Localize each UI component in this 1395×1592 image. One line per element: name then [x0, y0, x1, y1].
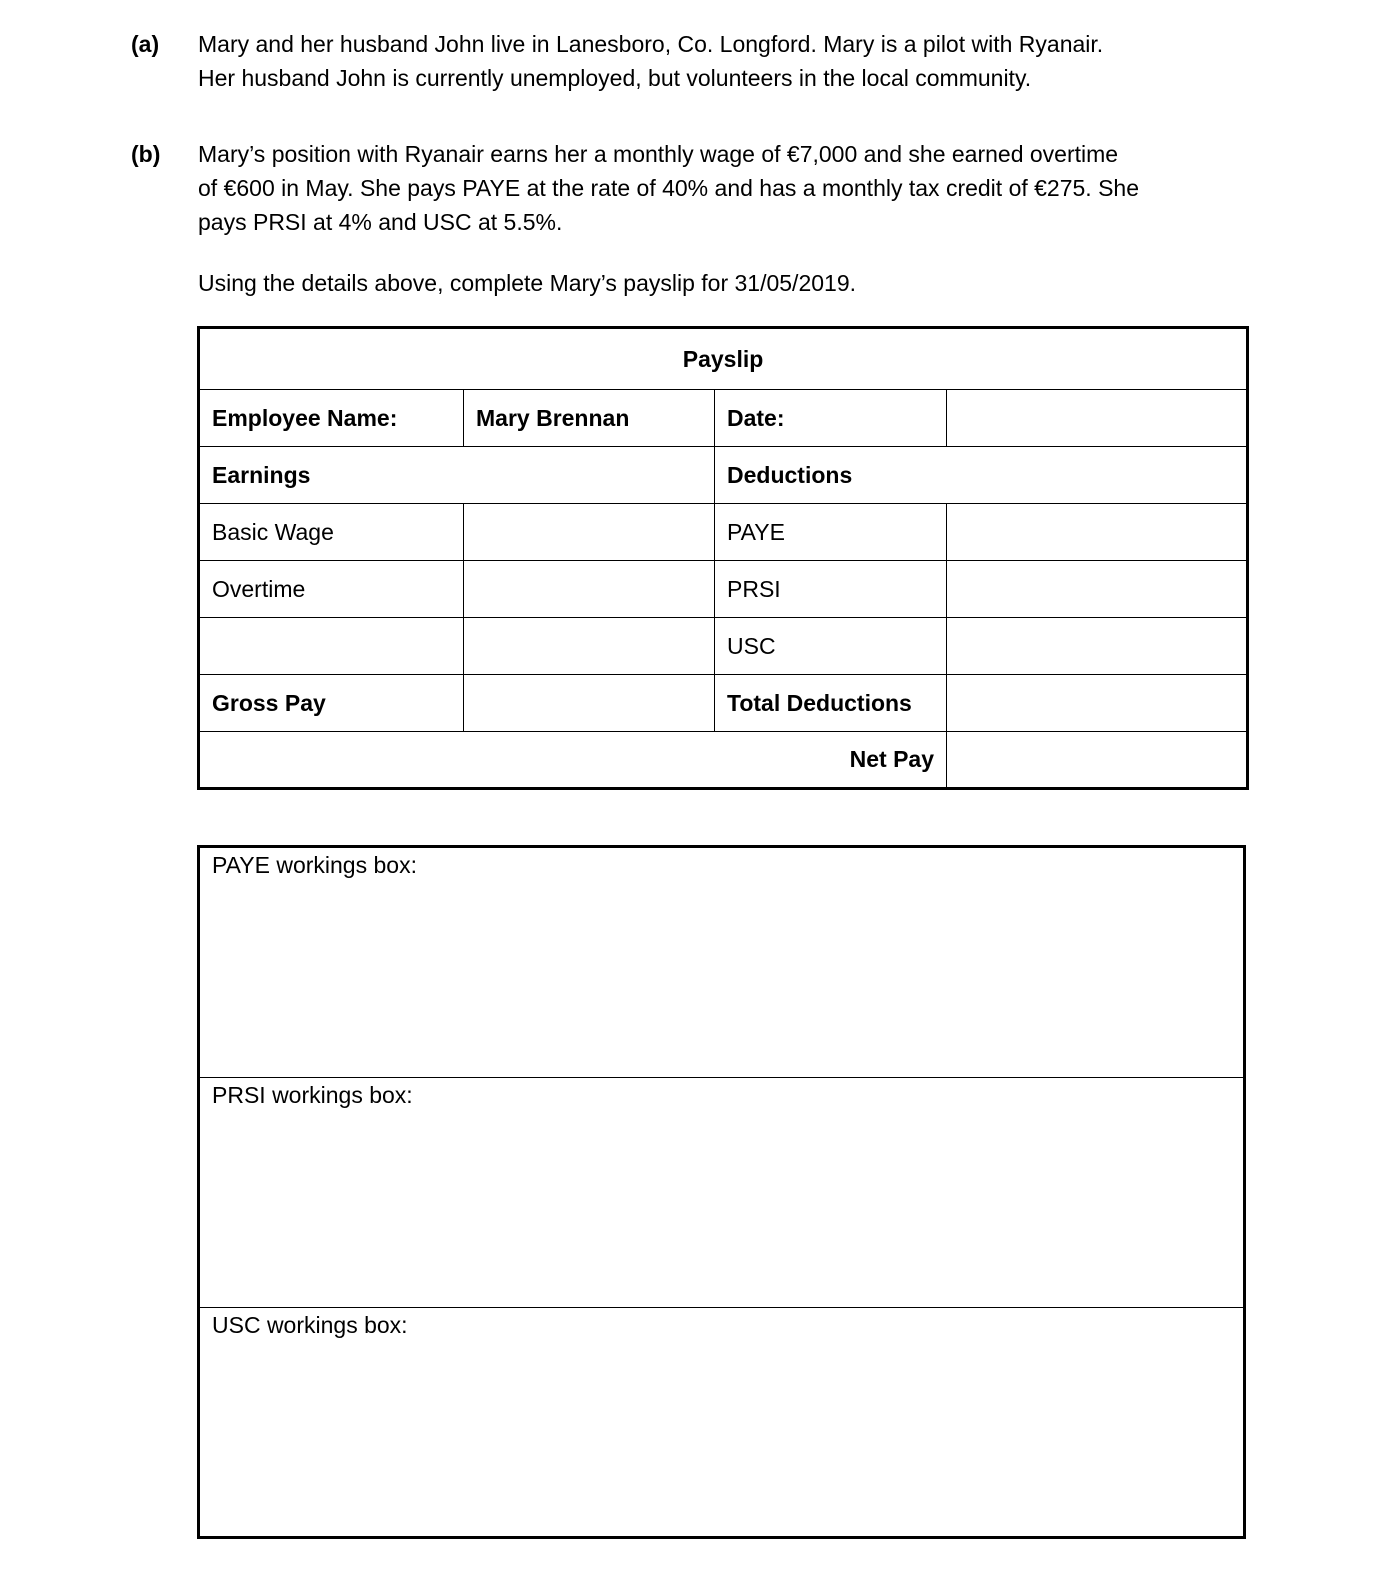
date-label: Date: [715, 390, 947, 447]
basic-wage-label: Basic Wage [199, 504, 464, 561]
paye-value-cell[interactable] [947, 504, 1248, 561]
employee-name-value: Mary Brennan [464, 390, 715, 447]
prsi-label: PRSI [715, 561, 947, 618]
prsi-workings-box[interactable] [200, 1078, 1243, 1308]
totals-row [199, 675, 1248, 732]
paye-label: PAYE [715, 504, 947, 561]
question-b-line-3: pays PRSI at 4% and USC at 5.5%. [198, 209, 563, 235]
net-pay-label: Net Pay [199, 732, 947, 789]
overtime-value-cell[interactable] [464, 561, 715, 618]
prsi-workings-label: PRSI workings box: [212, 1082, 413, 1108]
employee-name-label: Employee Name: [199, 390, 464, 447]
question-b-line-2: of €600 in May. She pays PAYE at the rate of 40% and has a monthly tax credit of €275. She [198, 175, 1140, 201]
question-a-line-1: Mary and her husband John live in Lanesboro, Co. Longford. Mary is a pilot with Ryanair. [198, 31, 1104, 57]
blank-earnings-value-cell[interactable] [464, 618, 715, 675]
total-deductions-label: Total Deductions [715, 675, 947, 732]
paye-workings-box[interactable] [200, 848, 1243, 1078]
payslip-title-row [199, 328, 1248, 390]
total-deductions-value-cell[interactable] [947, 675, 1248, 732]
question-b-label: (b) [131, 141, 161, 167]
usc-workings-box[interactable] [200, 1308, 1243, 1536]
prsi-value-cell[interactable] [947, 561, 1248, 618]
question-a-label: (a) [131, 31, 160, 57]
net-pay-value-cell[interactable] [947, 732, 1248, 789]
deductions-heading: Deductions [715, 447, 1248, 504]
usc-value-cell[interactable] [947, 618, 1248, 675]
employee-row [199, 390, 1248, 447]
date-value-cell[interactable] [947, 390, 1248, 447]
overtime-label: Overtime [199, 561, 464, 618]
headings-row [199, 447, 1248, 504]
payslip-table [197, 326, 1249, 790]
earnings-heading: Earnings [199, 447, 715, 504]
basic-wage-row [199, 504, 1248, 561]
basic-wage-value-cell[interactable] [464, 504, 715, 561]
gross-pay-value-cell[interactable] [464, 675, 715, 732]
instruction-text: Using the details above, complete Mary’s payslip for 31/05/2019. [198, 270, 857, 296]
gross-pay-label: Gross Pay [199, 675, 464, 732]
overtime-row [199, 561, 1248, 618]
payslip-title: Payslip [199, 328, 1248, 390]
net-pay-row [199, 732, 1248, 789]
usc-workings-label: USC workings box: [212, 1312, 408, 1338]
question-b-line-1: Mary’s position with Ryanair earns her a monthly wage of €7,000 and she earned overtime [198, 141, 1119, 167]
blank-earnings-label-cell[interactable] [199, 618, 464, 675]
question-a-text [198, 27, 1258, 95]
question-a-line-2: Her husband John is currently unemployed, but volunteers in the local community. [198, 65, 1032, 91]
workings-container [197, 845, 1246, 1539]
usc-row [199, 618, 1248, 675]
paye-workings-label: PAYE workings box: [212, 852, 417, 878]
usc-label: USC [715, 618, 947, 675]
question-b-text [198, 137, 1258, 239]
